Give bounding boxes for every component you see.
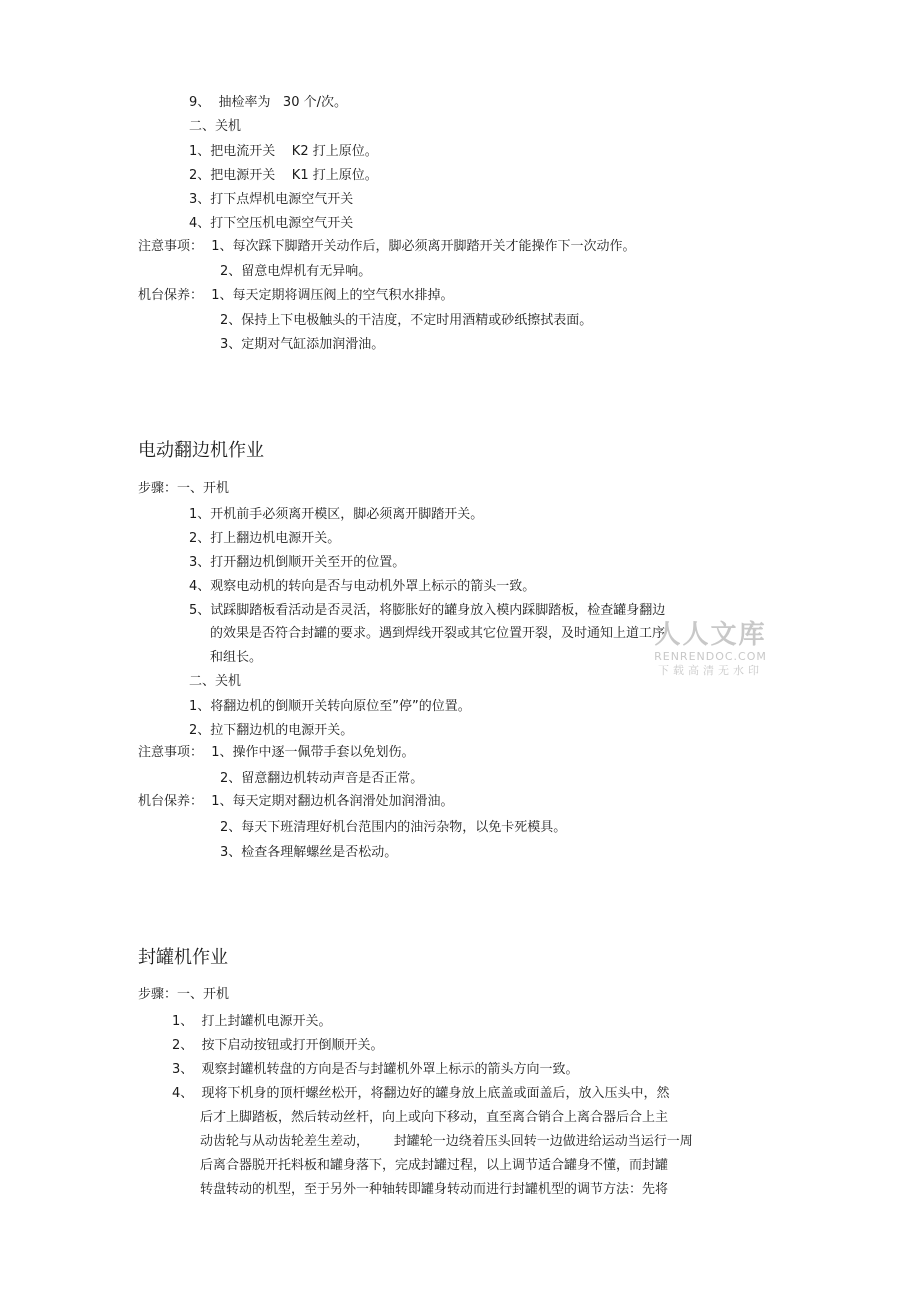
section3-line-3: 2、 按下启动按钮或打开倒顺开关。	[172, 1038, 384, 1053]
part1-line-6: 4、打下空压机电源空气开关	[189, 216, 354, 231]
section2-line-9: 二、关机	[189, 674, 242, 689]
section3-line-1: 步骤：一、开机	[138, 987, 230, 1002]
section2-line-16: 3、检查各理解螺丝是否松动。	[220, 845, 398, 860]
section3-line-2: 1、 打上封罐机电源开关。	[172, 1014, 332, 1029]
section3-line-7: 动齿轮与从动齿轮差生差动， 封罐轮一边绕着压头回转一边做进给运动当运行一周	[200, 1134, 693, 1149]
section2-line-8: 和组长。	[210, 650, 263, 665]
part1-line-10: 2、保持上下电极触头的干洁度，不定时用酒精或砂纸擦拭表面。	[220, 313, 593, 328]
part1-line-4: 2、把电源开关 K1 打上原位。	[189, 168, 378, 183]
part1-line-8: 2、留意电焊机有无异响。	[220, 264, 372, 279]
section3-title: 封罐机作业	[138, 947, 228, 968]
watermark-domain: RENRENDOC.COM	[654, 650, 767, 663]
watermark-slogan: 下载高清无水印	[658, 664, 763, 677]
section2-title: 电动翻边机作业	[138, 440, 264, 461]
section3-line-4: 3、 观察封罐机转盘的方向是否与封罐机外罩上标示的箭头方向一致。	[172, 1062, 579, 1077]
part1-line-9: 机台保养： 1、每天定期将调压阀上的空气积水排掉。	[138, 288, 454, 303]
section2-line-3: 2、打上翻边机电源开关。	[189, 531, 341, 546]
part1-line-7: 注意事项： 1、每次踩下脚踏开关动作后，脚必须离开脚踏开关才能操作下一次动作。	[138, 239, 636, 254]
section2-line-5: 4、观察电动机的转向是否与电动机外罩上标示的箭头一致。	[189, 579, 536, 594]
watermark-brand: 人人文库	[654, 620, 767, 650]
section2-line-13: 2、留意翻边机转动声音是否正常。	[220, 771, 424, 786]
section3-line-5: 4、 现将下机身的顶杆螺丝松开，将翻边好的罐身放上底盖或面盖后，放入压头中，然	[172, 1086, 670, 1101]
section2-line-1: 步骤：一、开机	[138, 481, 230, 496]
watermark	[648, 620, 773, 678]
part1-line-11: 3、定期对气缸添加润滑油。	[220, 337, 385, 352]
part1-line-2: 二、关机	[189, 119, 242, 134]
part1-line-1: 9、 抽检率为 30 个/次。	[189, 95, 347, 110]
section3-line-9: 转盘转动的机型，至于另外一种轴转即罐身转动而进行封罐机型的调节方法：先将	[200, 1182, 669, 1197]
section2-line-7: 的效果是否符合封罐的要求。遇到焊线开裂或其它位置开裂，及时通知上道工序	[210, 626, 666, 641]
section2-line-10: 1、将翻边机的倒顺开关转向原位至”停”的位置。	[189, 699, 471, 714]
section2-line-15: 2、每天下班清理好机台范围内的油污杂物，以免卡死模具。	[220, 820, 567, 835]
section2-line-4: 3、打开翻边机倒顺开关至开的位置。	[189, 555, 406, 570]
section2-line-14: 机台保养： 1、每天定期对翻边机各润滑处加润滑油。	[138, 794, 454, 809]
section2-line-11: 2、拉下翻边机的电源开关。	[189, 723, 354, 738]
section3-line-6: 后才上脚踏板，然后转动丝杆，向上或向下移动，直至离合销合上离合器后合上主	[200, 1110, 669, 1125]
section2-line-6: 5、试踩脚踏板看活动是否灵活，将膨胀好的罐身放入模内踩脚踏板，检查罐身翻边	[189, 603, 666, 618]
part1-line-3: 1、把电流开关 K2 打上原位。	[189, 144, 378, 159]
part1-line-5: 3、打下点焊机电源空气开关	[189, 192, 354, 207]
section2-line-12: 注意事项： 1、操作中逐一佩带手套以免划伤。	[138, 745, 415, 760]
section2-line-2: 1、开机前手必须离开模区，脚必须离开脚踏开关。	[189, 507, 484, 522]
section3-line-8: 后离合器脱开托料板和罐身落下，完成封罐过程，以上调节适合罐身不懂，而封罐	[200, 1158, 669, 1173]
